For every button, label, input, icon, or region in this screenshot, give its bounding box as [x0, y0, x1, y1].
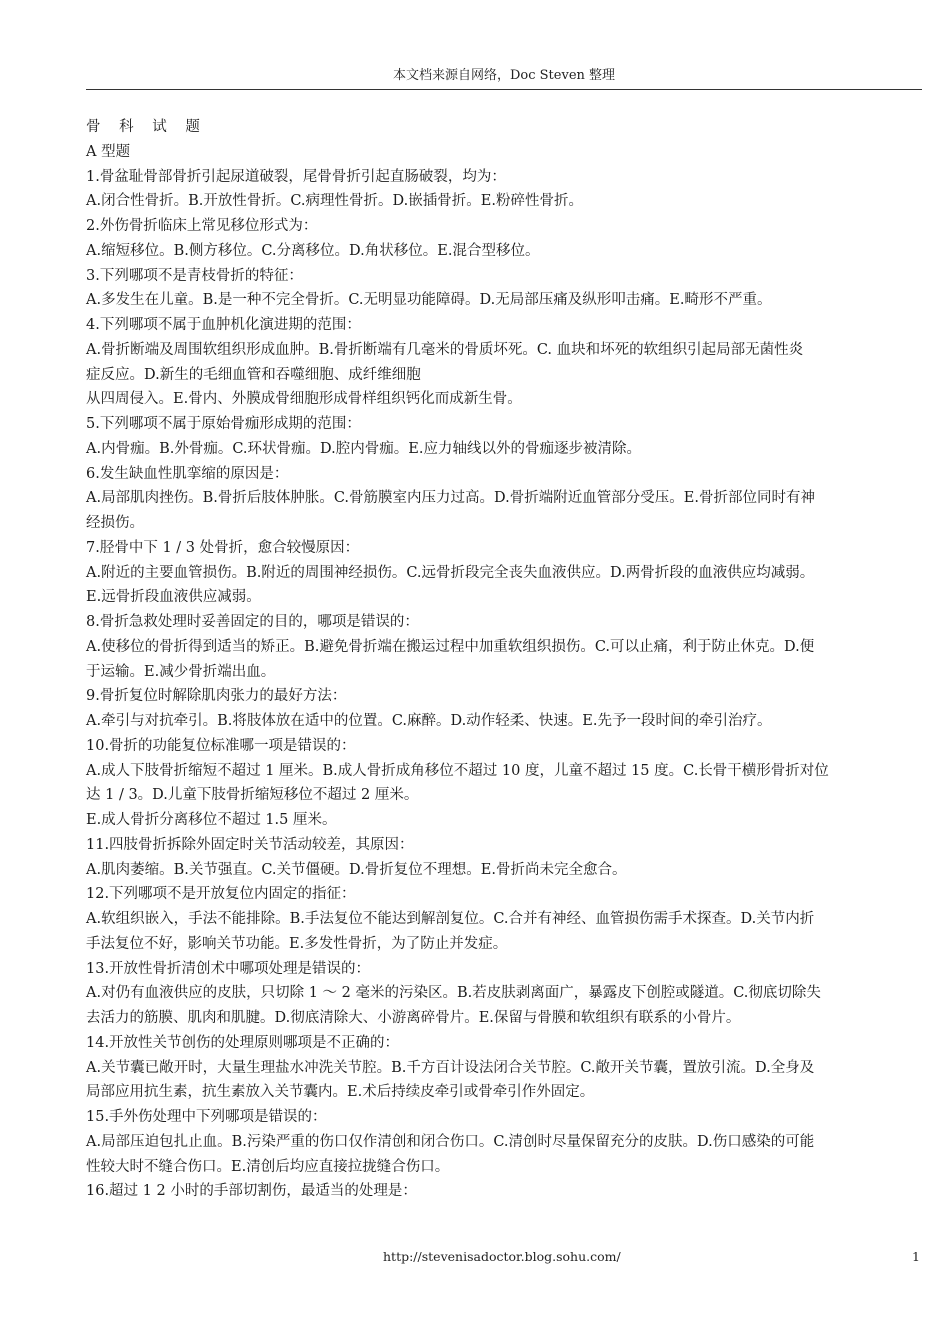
answer-line: 达 1 / 3。D.儿童下肢骨折缩短移位不超过 2 厘米。 — [86, 787, 419, 804]
question-line: 9.骨折复位时解除肌肉张力的最好方法： — [86, 688, 347, 705]
question-line: 10.骨折的功能复位标准哪一项是错误的： — [86, 737, 356, 754]
answer-line: A.软组织嵌入，手法不能排除。B.手法复位不能达到解剖复位。C.合并有神经、血管损伤需手术探查。D.关节内折 — [86, 911, 815, 927]
answer-line: A.多发生在儿童。B.是一种不完全骨折。C.无明显功能障碍。D.无局部压痛及纵形叩击痛。E.畸形不严重。 — [86, 292, 772, 309]
answer-line: A.附近的主要血管损伤。B.附近的周围神经损伤。C.远骨折段完全丧失血液供应。D.两骨折段的血液供应均减弱。 — [86, 564, 815, 581]
answer-line: 去活力的筋膜、肌肉和肌腱。D.彻底清除大、小游离碎骨片。E.保留与骨膜和软组织有联系的小骨片。 — [86, 1010, 741, 1026]
question-line: 15.手外伤处理中下列哪项是错误的： — [86, 1109, 327, 1125]
answer-line: A.局部压迫包扎止血。B.污染严重的伤口仅作清创和闭合伤口。C.清创时尽量保留充分的皮肤。D.伤口感染的可能 — [86, 1133, 815, 1150]
question-line: 11.四肢骨折拆除外固定时关节活动较差，其原因： — [86, 836, 414, 853]
answer-line: 从四周侵入。E.骨内、外膜成骨细胞形成骨样组织钙化而成新生骨。 — [86, 391, 522, 408]
question-line: 6.发生缺血性肌挛缩的原因是： — [86, 465, 289, 482]
answer-line: A.缩短移位。B.侧方移位。C.分离移位。D.角状移位。E.混合型移位。 — [86, 242, 540, 259]
document-body — [86, 115, 922, 1204]
header-divider — [86, 89, 922, 90]
answer-line: 症反应。D.新生的毛细血管和吞噬细胞、成纤维细胞 — [86, 366, 421, 383]
question-line: 16.超过 1 2 小时的手部切割伤，最适当的处理是： — [86, 1183, 417, 1200]
question-line: 4.下列哪项不属于血肿机化演进期的范围： — [86, 317, 361, 333]
question-line: 2.外伤骨折临床上常见移位形式为： — [86, 218, 318, 234]
page-header: 本文档来源自网络，Doc Steven 整理 — [392, 68, 616, 83]
answer-line: 于运输。E.减少骨折端出血。 — [86, 663, 276, 680]
question-line: 13.开放性骨折清创术中哪项处理是错误的： — [86, 960, 371, 977]
answer-line: A.成人下肢骨折缩短不超过 1 厘米。B.成人骨折成角移位不超过 10 度，儿童不超过 15 度。C.长骨干横形骨折对位 — [86, 762, 829, 779]
question-line: 14.开放性关节创伤的处理原则哪项是不正确的： — [86, 1034, 400, 1051]
answer-line: A.内骨痂。B.外骨痂。C.环状骨痂。D.腔内骨痂。E.应力轴线以外的骨痂逐步被清除。 — [86, 440, 641, 457]
answer-line: 性较大时不缝合伤口。E.清创后均应直接拉拢缝合伤口。 — [86, 1158, 450, 1175]
answer-line: A.局部肌肉挫伤。B.骨折后肢体肿胀。C.骨筋膜室内压力过高。D.骨折端附近血管部分受压。E.骨折部位同时有神 — [86, 490, 815, 507]
answer-line: E.远骨折段血液供应减弱。 — [86, 589, 261, 606]
document-title: 骨 科 试 题 — [86, 119, 207, 135]
answer-line: E.成人骨折分离移位不超过 1.5 厘米。 — [86, 812, 337, 828]
question-line: 5.下列哪项不属于原始骨痂形成期的范围： — [86, 416, 361, 432]
answer-line: 局部应用抗生素，抗生素放入关节囊内。E.术后持续皮牵引或骨牵引作外固定。 — [86, 1084, 595, 1101]
footer-url: http://stevenisadoctor.blog.sohu.com/ — [383, 1249, 621, 1264]
question-line: 3.下列哪项不是青枝骨折的特征： — [86, 267, 303, 284]
answer-line: A.关节囊已敞开时，大量生理盐水冲洗关节腔。B.千方百计设法闭合关节腔。C.敞开关节囊，置放引流。D.全身及 — [86, 1059, 815, 1076]
answer-line: A.闭合性骨折。B.开放性骨折。C.病理性骨折。D.嵌插骨折。E.粉碎性骨折。 — [86, 193, 583, 210]
answer-line: 手法复位不好，影响关节功能。E.多发性骨折，为了防止并发症。 — [86, 935, 508, 952]
answer-line: A.使移位的骨折得到适当的矫正。B.避免骨折端在搬运过程中加重软组织损伤。C.可以止痛，利于防止休克。D.便 — [86, 638, 815, 655]
question-line: 12.下列哪项不是开放复位内固定的指征： — [86, 886, 356, 903]
section-heading: A 型题 — [86, 143, 131, 160]
answer-line: A.肌肉萎缩。B.关节强直。C.关节僵硬。D.骨折复位不理想。E.骨折尚未完全愈合。 — [86, 861, 627, 878]
question-line: 8.骨折急救处理时妥善固定的目的，哪项是错误的： — [86, 614, 419, 630]
answer-line: A.牵引与对抗牵引。B.将肢体放在适中的位置。C.麻醉。D.动作轻柔、快速。E.先予一段时间的牵引治疗。 — [86, 713, 772, 729]
question-list — [86, 165, 922, 1205]
answer-line: A.骨折断端及周围软组织形成血肿。B.骨折断端有几毫米的骨质坏死。C. 血块和坏死的软组织引起局部无菌性炎 — [86, 341, 804, 358]
page-number: 1 — [912, 1249, 920, 1264]
question-line: 7.胫骨中下 1 / 3 处骨折，愈合较慢原因： — [86, 539, 360, 556]
answer-line: A.对仍有血液供应的皮肤，只切除 1 ～ 2 毫米的污染区。B.若皮肤剥离面广，暴露皮下创腔或隧道。C.彻底切除失 — [86, 985, 821, 1002]
answer-line: 经损伤。 — [86, 515, 144, 531]
question-line: 1.骨盆耻骨部骨折引起尿道破裂，尾骨骨折引起直肠破裂，均为： — [86, 168, 506, 185]
